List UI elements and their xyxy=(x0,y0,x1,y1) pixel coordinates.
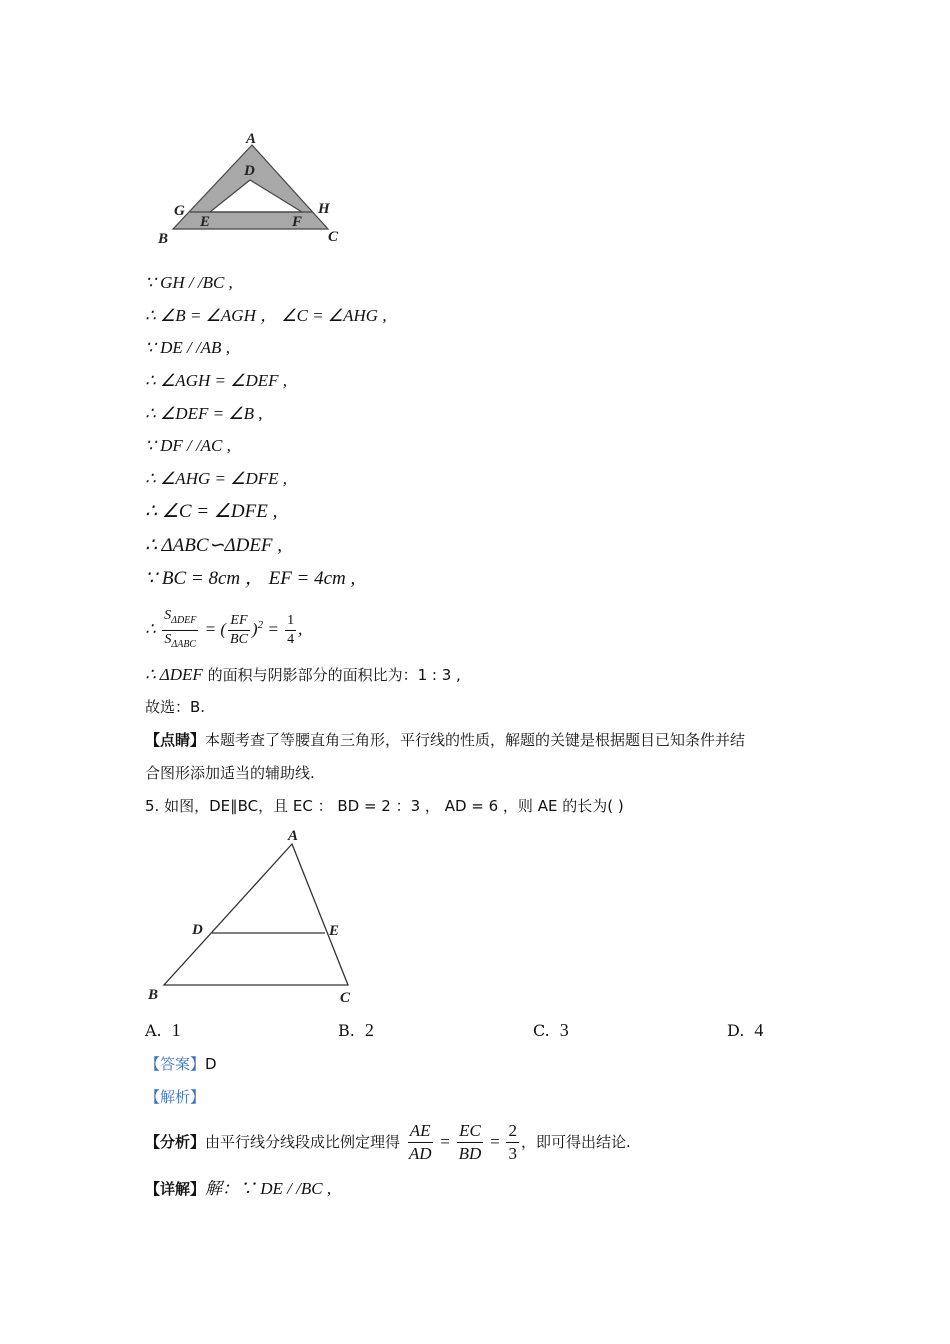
label-D2: D xyxy=(192,922,203,938)
label-C: C xyxy=(328,229,339,245)
quarter-fraction: $\frac{1}{4}$ xyxy=(287,613,295,648)
question-5: 5. 如图，DE∥BC，且 EC ： BD = 2 ：3 ， AD = 6 ，则 AE 的长为( ) xyxy=(145,797,624,815)
area-ratio-line: ∴ ΔDEF 的面积与阴影部分的面积比为：1 : 3 , xyxy=(145,665,461,684)
label-F: F xyxy=(292,214,303,230)
option-d[interactable]: D. 4 xyxy=(727,1020,764,1040)
proof-line-10: ∵ BC = 8cm ， EF = 4cm , xyxy=(145,568,356,589)
figure-2-triangle xyxy=(140,822,370,1012)
proof-line-6: ∵ DF / /AC , xyxy=(145,436,231,455)
label-A: A xyxy=(246,131,257,147)
ec-bd-fraction: $\frac{EC}{BD}$ xyxy=(458,1121,482,1163)
label-H: H xyxy=(318,201,330,217)
figure-1-shaded-triangle xyxy=(150,125,350,250)
area-fraction: $\frac{S_{\Delta DEF}}{S_{\Delta ABC}}$ xyxy=(164,608,197,651)
proof-line-8: ∴ ∠C = ∠DFE , xyxy=(145,501,278,522)
answer-line: 【答案】D xyxy=(145,1055,217,1073)
xiangjie-line: 【详解】解：∵ DE / /BC , xyxy=(145,1179,332,1198)
choice-line: 故选：B. xyxy=(145,698,206,716)
proof-line-3: ∵ DE / /AB , xyxy=(145,338,230,357)
label-E: E xyxy=(200,214,211,230)
option-a[interactable]: A. 1 xyxy=(145,1020,181,1040)
label-A2: A xyxy=(288,828,299,844)
therefore-symbol: ∴ xyxy=(145,619,156,639)
option-c[interactable]: C. 3 xyxy=(533,1020,569,1040)
proof-line-4: ∴ ∠AGH = ∠DEF , xyxy=(145,371,288,390)
option-b[interactable]: B. 2 xyxy=(338,1020,374,1040)
proof-line-2: ∴ ∠B = ∠AGH ， ∠C = ∠AHG , xyxy=(145,306,387,325)
label-D: D xyxy=(244,163,255,179)
label-G: G xyxy=(174,203,185,219)
label-E2: E xyxy=(329,923,340,939)
dianjing-line-1: 【点睛】本题考查了等腰直角三角形，平行线的性质，解题的关键是根据题目已知条件并结 xyxy=(145,731,746,749)
label-B: B xyxy=(158,231,169,247)
label-C2: C xyxy=(340,990,351,1006)
dianjing-line-2: 合图形添加适当的辅助线. xyxy=(145,764,315,782)
ae-ad-fraction: $\frac{AE}{AD}$ xyxy=(408,1121,432,1163)
proof-line-7: ∴ ∠AHG = ∠DFE , xyxy=(145,469,288,488)
proof-line-5: ∴ ∠DEF = ∠B , xyxy=(145,404,263,423)
proof-line-1: ∵ GH / /BC , xyxy=(145,273,233,292)
jiexi-tag: 【解析】 xyxy=(145,1088,206,1106)
ratio-equation: ∴ $\frac{S_{\Delta DEF}}{S_{\Delta ABC}}$ = ( $\frac{EF}{BC}$ )$^2$ = $\frac{1}{4}$ , xyxy=(145,600,302,655)
fenxi-line: 【分析】由平行线分线段成比例定理得 $\frac{AE}{AD}$ = $\frac{EC}{BD}$ = $\frac{2}{3}$ ，即可得出结论. xyxy=(145,1121,631,1163)
side-fraction: $\frac{EF}{BC}$ xyxy=(230,613,248,648)
two-thirds-fraction: $\frac{2}{3}$ xyxy=(508,1121,517,1163)
label-B2: B xyxy=(148,987,159,1003)
proof-line-9: ∴ ΔABC∽ΔDEF , xyxy=(145,535,283,556)
